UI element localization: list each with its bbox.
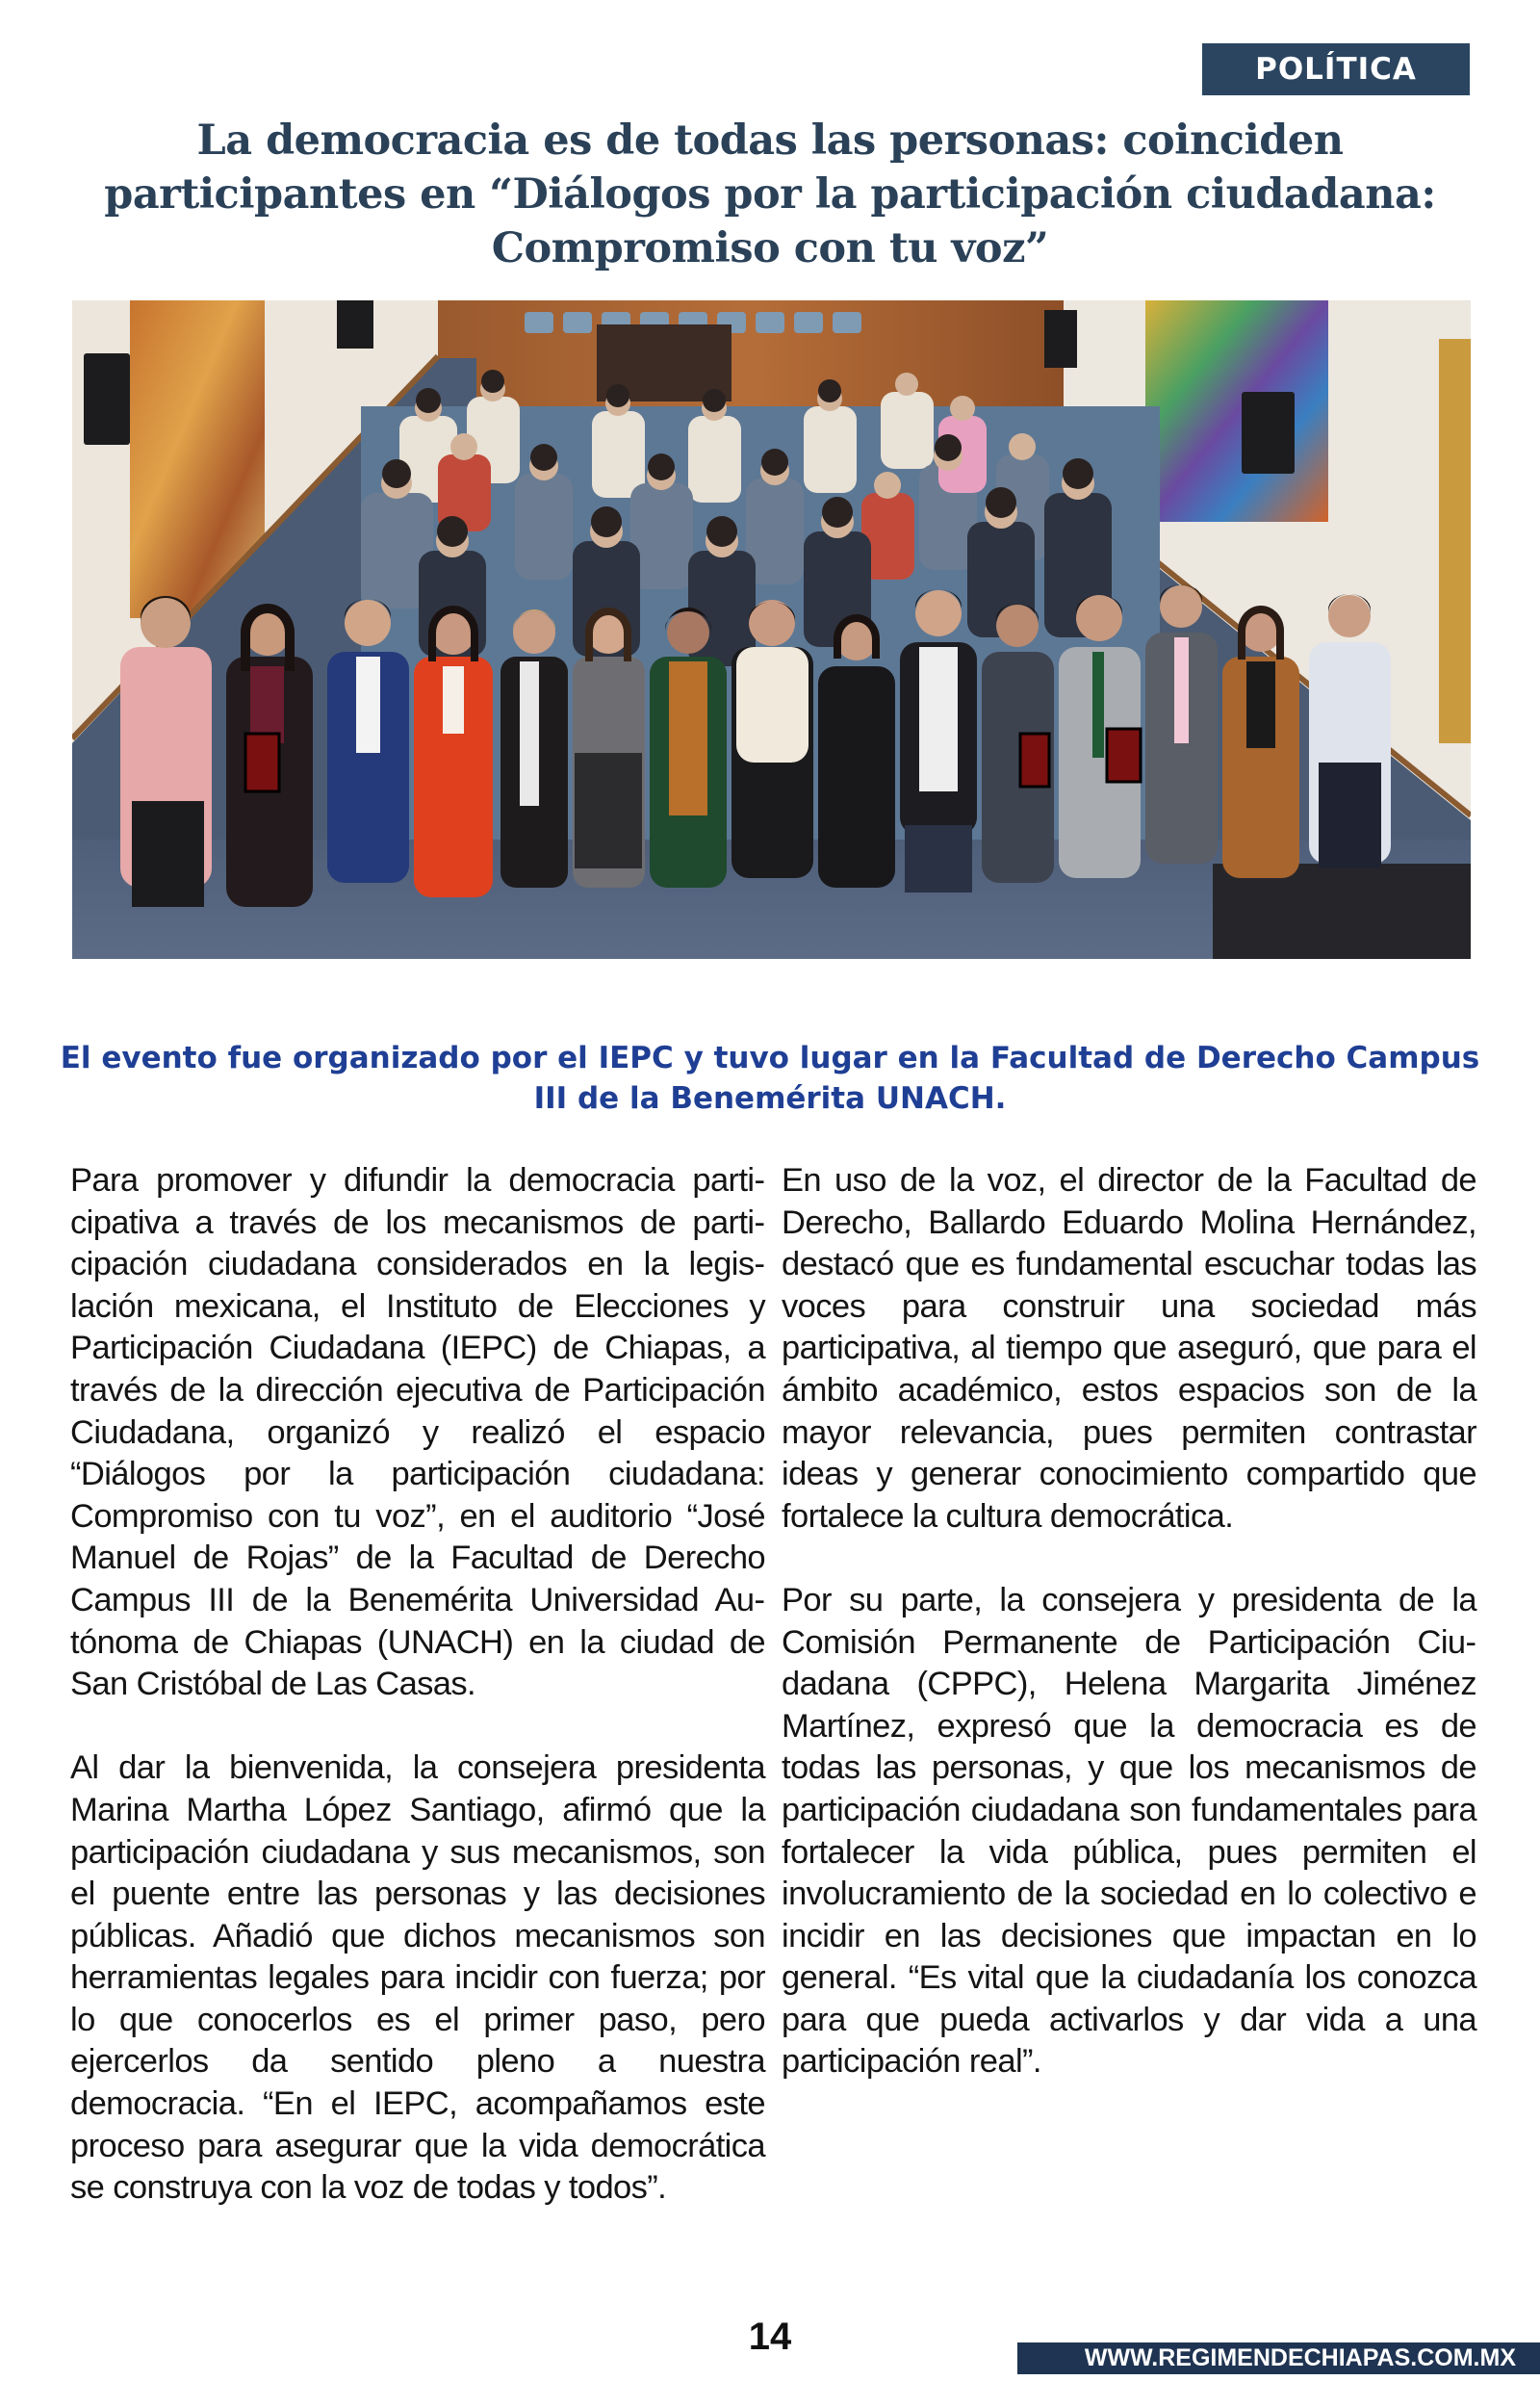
mural-right-far [1439, 339, 1471, 743]
speaker-rightmid-icon [1044, 310, 1077, 368]
section-tag-politica [1202, 43, 1470, 95]
speaker-mid-icon [337, 300, 373, 349]
footer-website-bar[interactable] [1017, 2342, 1540, 2374]
group-photo-illustration [72, 300, 1471, 959]
article-subhead: El evento fue organizado por el IEPC y tuvo lugar en la Facultad de Derecho Campus III de la Benemérita UNACH. [60, 1041, 1480, 1116]
article-photo [72, 300, 1471, 959]
speaker-right-icon [1242, 392, 1295, 474]
paragraph: Al dar la bienvenida, la consejera presidenta Marina Martha López Santiago, afirmó que la participación ciudadana y sus mecanismos, son el puente entre las personas y las decisiones públicas. Añadió que dichos mecanismos son herramientas legales para incidir con fuerza; por lo que conocerlos es el primer paso, pero ejercerlos da sentido pleno a nuestra democracia. “En el IEPC, acompañamos este proceso para asegurar que la vida democrática se construya con la voz de todas y todos”. [70, 1749, 765, 2207]
website-link[interactable]: WWW.REGIMENDECHIAPAS.COM.MX [1084, 2344, 1516, 2371]
paragraph: Para promover y difundir la democracia participativa a través de los mecanismos de participación ciudadana considerados en la legislación mexicana, el Instituto de Elecciones y Participación Ciudadana (IEPC) de Chiapas, a través de la dirección ejecutiva de Participación Ciudadana, organizó y realizó el espacio “Diálogos por la participación ciudadana: Compromiso con tu voz”, en el auditorio “José Manuel de Rojas” de la Facultad de Derecho Campus III de la Benemérita Universidad Autónoma de Chiapas (UNACH) en la ciudad de San Cristóbal de Las Casas. [70, 1162, 765, 1703]
mural-right [1145, 300, 1328, 522]
section-tag-label: POLÍTICA [1255, 52, 1417, 87]
paragraph: Por su parte, la consejera y presidenta de la Comisión Permanente de Participación Ciudadana (CPPC), Helena Margarita Jiménez Martínez, expresó que la democracia es de todas las personas, y que los mecanismos de participación ciudadana son fundamentales para fortalecer la vida pública, pues permiten el involucramiento de la sociedad en lo colectivo e incidir en las decisiones que impactan en lo general. “Es vital que la ciudadanía los conozca para que pueda activarlos y dar vida a una participación real”. [782, 1581, 1476, 2081]
article-column-left [70, 1160, 765, 2251]
page-number: 14 [748, 2316, 792, 2358]
article-headline: La democracia es de todas las personas: coinciden participantes en “Diálogos por la participación ciudadana: Compromiso con tu voz” [104, 116, 1436, 272]
speaker-left-icon [84, 353, 130, 445]
article-column-right [782, 1160, 1476, 2126]
paragraph: En uso de la voz, el director de la Facultad de Derecho, Ballardo Eduardo Molina Hernández, destacó que es fundamental escuchar todas las voces para construir una sociedad más participativa, al tiempo que aseguró, que para el ámbito académico, estos espacios son de la mayor relevancia, pues permiten contrastar ideas y generar conocimiento compartido que fortalece la cultura democrática. [782, 1162, 1476, 1535]
